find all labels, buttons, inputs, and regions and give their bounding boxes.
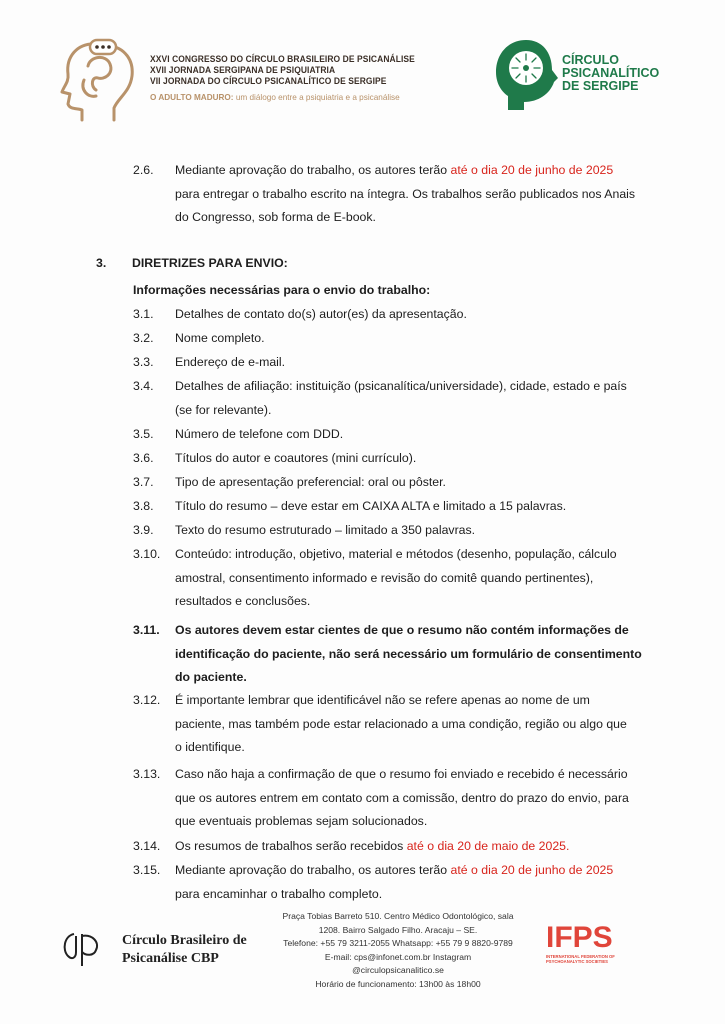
- item-text: É importante lembrar que identificável não se refere apenas ao nome de um: [175, 693, 590, 707]
- item-text-line-2: que os autores entrem em contato com a comissão, dentro do prazo do envio, para: [175, 790, 629, 805]
- item-number: 2.6.: [133, 163, 154, 177]
- item-text-line-2: para entregar o trabalho escrito na íntegra. Os trabalhos serão publicados nos Anais: [175, 186, 636, 201]
- item-text-line-2: (se for relevante).: [175, 402, 272, 417]
- section-subtitle: Informações necessárias para o envio do trabalho:: [133, 283, 431, 297]
- item-text-line-2: identificação do paciente, não será necessário um formulário de consentimento: [175, 646, 642, 661]
- item-text: Título do resumo – deve estar em CAIXA ALTA e limitado a 15 palavras.: [175, 499, 567, 513]
- footer-address: [268, 910, 528, 991]
- item-number: 3.8.: [133, 499, 154, 513]
- item-number: 3.13.: [133, 767, 161, 781]
- item-number: 3.12.: [133, 693, 161, 707]
- item-number: 3.11.: [133, 623, 160, 637]
- address-line-2: 1208. Bairro Salgado Filho. Aracaju – SE.: [318, 924, 478, 935]
- phone-line: Telefone: +55 79 3211-2055 Whatsapp: +55 79 9 8820-9789: [283, 938, 513, 948]
- item-text: Os autores devem estar cientes de que o resumo não contém informações de: [175, 623, 629, 637]
- address-line-1: Praça Tobias Barreto 510. Centro Médico Odontológico, sala: [282, 911, 514, 921]
- header-line-1: XXVI CONGRESSO DO CÍRCULO BRASILEIRO DE PSICANÁLISE: [150, 54, 415, 64]
- tagline-rest: um diálogo entre a psiquiatria e a psicanálise: [233, 93, 400, 102]
- item-number: 3.15.: [133, 863, 161, 877]
- header-tagline: [150, 93, 400, 102]
- item-text: Detalhes de afiliação: instituição (psicanalítica/universidade), cidade, estado e país: [175, 379, 627, 393]
- ifps-wordmark: IFPS: [546, 921, 613, 954]
- deadline-highlight: até o dia 20 de junho de 2025: [450, 163, 614, 177]
- item-text-line-3: resultados e conclusões.: [175, 594, 311, 608]
- circulo-sergipe-logo: [494, 38, 660, 118]
- congress-header: [58, 36, 415, 126]
- item-number: 3.6.: [133, 451, 154, 465]
- cbp-name-line-2: Psicanálise CBP: [122, 951, 219, 966]
- item-text: Tipo de apresentação preferencial: oral ou pôster.: [175, 475, 446, 489]
- item-text: Número de telefone com DDD.: [175, 427, 344, 441]
- section-number: 3.: [96, 256, 107, 270]
- item-number: 3.3.: [133, 355, 154, 369]
- cbp-emblem-icon: [60, 928, 102, 970]
- item-text: Os resumos de trabalhos serão recebidos: [175, 839, 407, 853]
- item-number: 3.9.: [133, 523, 154, 537]
- instagram-handle: @circulopsicanalitico.se: [352, 965, 444, 975]
- item-text-line-3: do Congresso, sob forma de E-book.: [175, 210, 376, 224]
- deadline-highlight: até o dia 20 de maio de 2025.: [406, 839, 570, 853]
- item-text: Texto do resumo estruturado – limitado a 350 palavras.: [175, 523, 476, 537]
- item-text: Nome completo.: [175, 331, 265, 345]
- circulo-head-logo-icon: [494, 38, 558, 112]
- item-text-line-2: amostral, consentimento informado e revisão do comitê quando pertinentes),: [175, 570, 594, 585]
- email-line: E-mail: cps@infonet.com.br Instagram: [324, 951, 472, 962]
- header-line-2: XVII JORNADA SERGIPANA DE PSIQUIATRIA: [150, 65, 336, 75]
- item-text: Títulos do autor e coautores (mini currículo).: [175, 451, 417, 465]
- item-number: 3.14.: [133, 839, 161, 853]
- item-number: 3.2.: [133, 331, 154, 345]
- item-text: Conteúdo: introdução, objetivo, material e métodos (desenho, população, cálculo: [175, 547, 617, 561]
- ifps-logo: [546, 922, 646, 964]
- item-number: 3.10.: [133, 547, 161, 561]
- item-text: Detalhes de contato do(s) autor(es) da apresentação.: [175, 307, 467, 321]
- item-text-line-2: para encaminhar o trabalho completo.: [175, 886, 383, 901]
- item-text: Mediante aprovação do trabalho, os autores terão: [175, 163, 451, 177]
- ifps-subtitle-2: PSYCHOANALYTIC SOCIETIES: [546, 959, 608, 964]
- item-text-line-3: o identifique.: [175, 740, 245, 754]
- item-text-line-3: do paciente.: [175, 670, 247, 684]
- item-number: 3.5.: [133, 427, 154, 441]
- item-text: Endereço de e-mail.: [175, 355, 286, 369]
- deadline-highlight: até o dia 20 de junho de 2025: [450, 863, 614, 877]
- cbp-logo: [60, 926, 280, 976]
- section-title: DIRETRIZES PARA ENVIO:: [132, 256, 288, 270]
- logo-text-line-2: PSICANALÍTICO: [562, 66, 660, 80]
- circulo-logo-text: [562, 54, 659, 93]
- cbp-name-line-1: Círculo Brasileiro de: [122, 933, 247, 948]
- item-number: 3.1.: [133, 307, 154, 321]
- item-text-line-3: que eventuais problemas sejam solucionados.: [175, 814, 428, 828]
- item-text: Mediante aprovação do trabalho, os autores terão: [175, 863, 451, 877]
- item-text-line-2: paciente, mas também pode estar relacionado a uma condição, região ou algo que: [175, 716, 627, 731]
- ifps-subtitle-1: INTERNATIONAL FEDERATION OF: [546, 954, 615, 959]
- header-line-3: VII JORNADA DO CÍRCULO PSICANALÍTICO DE SERGIPE: [150, 76, 387, 86]
- item-number: 3.7.: [133, 475, 154, 489]
- item-number: 3.4.: [133, 379, 154, 393]
- congress-heads-logo-icon: [58, 36, 140, 124]
- opening-hours: Horário de funcionamento: 13h00 às 18h00: [315, 978, 481, 989]
- logo-text-line-1: CÍRCULO: [562, 53, 619, 67]
- section-3-heading: [96, 256, 288, 270]
- logo-text-line-3: DE SERGIPE: [562, 79, 639, 93]
- item-text: Caso não haja a confirmação de que o resumo foi enviado e recebido é necessário: [175, 767, 628, 781]
- tagline-bold: O ADULTO MADURO:: [150, 93, 234, 102]
